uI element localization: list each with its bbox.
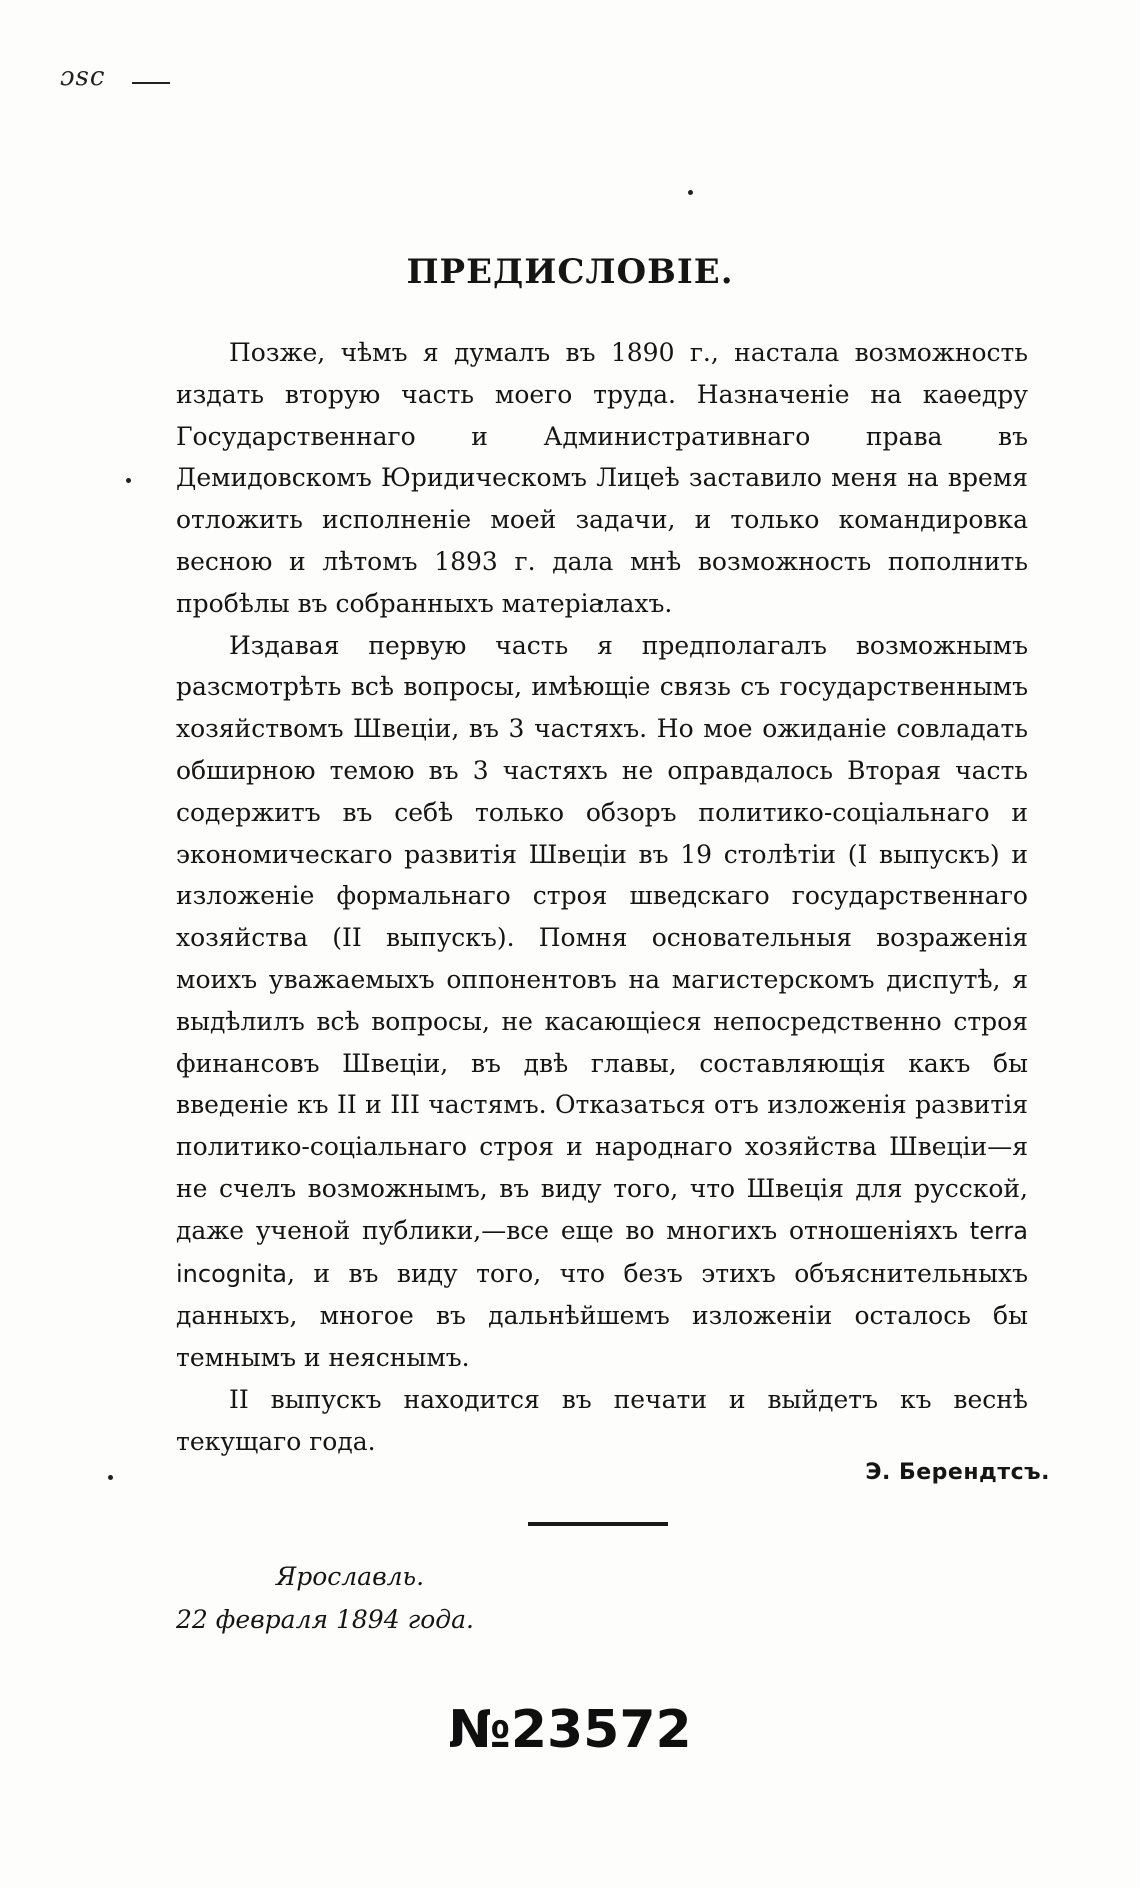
preface-body — [176, 332, 1028, 1463]
margin-handwritten-mark: ɔsc — [60, 62, 106, 92]
page-title: ПРЕДИСЛОВІЕ. — [406, 252, 734, 292]
paragraph-1: Позже, чѣмъ я думалъ въ 1890 г., настала возможность издать вторую часть моего труда. Назначеніе на каѳедру Государственнаго и Административнаго права въ Демидовскомъ Юридическомъ Лицеѣ заставило меня на время отложить исполненіе моей задачи, и только командировка весною и лѣтомъ 1893 г. дала мнѣ возможность пополнить пробѣлы въ собранныхъ матеріалахъ. — [176, 338, 1028, 618]
place-date-block — [176, 1555, 474, 1641]
author-signature: Э. Берендтсъ. — [865, 1460, 1050, 1485]
paragraph-3: II выпускъ находится въ печати и выйдетъ къ веснѣ текущаго года. — [176, 1384, 1028, 1456]
divider-rule — [528, 1522, 668, 1526]
inventory-stamp-number: №23572 — [448, 1700, 692, 1760]
latin-phrase: terra incognita — [176, 1216, 1028, 1288]
paragraph-2-text-a: Издавая первую часть я предполагалъ возможнымъ разсмотрѣть всѣ вопросы, имѣющіе связь съ государственнымъ хозяйствомъ Швеціи, въ 3 частяхъ. Но мое ожиданіе совладать обширною темою въ 3 частяхъ не оправдалось Вторая часть содержитъ въ себѣ только обзоръ политико-соціальнаго и экономическаго развитія Швеціи въ 19 столѣтіи (I выпускъ) и изложеніе формальнаго строя шведскаго государственнаго хозяйства (II выпускъ). Помня основательныя возраженія моихъ уважаемыхъ оппонентовъ на магистерскомъ диспутѣ, я выдѣлилъ всѣ вопросы, не касающіеся непосредственно строя финансовъ Швеціи, въ двѣ главы, составляющія какъ бы введеніе къ II и III частямъ. Отказаться отъ изложенія развитія политико-соціальнаго строя и народнаго хозяйства Швеціи—я не счелъ возможнымъ, въ виду того, что Швеція для русской, даже ученой публики,—все еще во многихъ отношеніяхъ — [176, 630, 1028, 1245]
margin-mark-stroke — [132, 82, 170, 84]
paragraph-2-text-b: , и въ виду того, что безъ этихъ объяснительныхъ данныхъ, многое въ дальнѣйшемъ изложеніи осталось бы темнымъ и неяснымъ. — [176, 1258, 1028, 1373]
place-name: Ярославль. — [276, 1562, 425, 1591]
paragraph-2 — [176, 625, 1028, 1379]
ink-speck — [688, 190, 693, 195]
ink-speck — [108, 1475, 113, 1480]
ink-speck — [126, 478, 131, 483]
date-line: 22 февраля 1894 года. — [176, 1605, 474, 1634]
